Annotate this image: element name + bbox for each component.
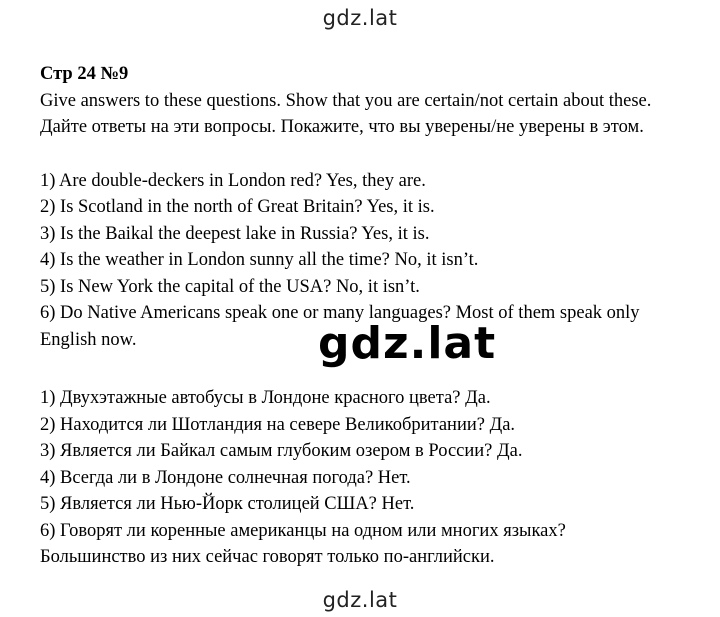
answer-ru-5: 5) Является ли Нью-Йорк столицей США? Нет. [40, 494, 415, 514]
watermark-bottom: gdz.lat [322, 588, 398, 612]
spacer [40, 141, 700, 168]
answers-russian-list [40, 385, 700, 571]
instruction-russian: Дайте ответы на эти вопросы. Покажите, что вы уверены/не уверены в этом. [40, 117, 644, 137]
answer-ru-2: 2) Находится ли Шотландия на севере Великобритании? Да. [40, 414, 516, 435]
answer-en-3: 3) Is the Baikal the deepest lake in Russia? Yes, it is. [40, 223, 430, 244]
answer-en-6: 6) Do Native Americans speak one or many languages? Most of them speak only [40, 303, 640, 323]
answer-en-1: 1) Are double-deckers in London red? Yes, they are. [40, 170, 426, 191]
answer-ru-6: 6) Говорят ли коренные американцы на одном или многих языках? [40, 520, 566, 541]
answer-en-2: 2) Is Scotland in the north of Great Britain? Yes, it is. [40, 197, 435, 217]
instruction-english: Give answers to these questions. Show that you are certain/not certain about these. [40, 90, 652, 111]
answer-ru-4: 4) Всегда ли в Лондоне солнечная погода? Нет. [40, 467, 411, 488]
watermark-center: gdz.lat [318, 318, 497, 369]
answer-en-5: 5) Is New York the capital of the USA? No, it isn’t. [40, 276, 420, 297]
answer-ru-3: 3) Является ли Байкал самым глубоким озером в России? Да. [40, 441, 523, 461]
document-body [40, 61, 700, 571]
answer-en-6-continued: English now. [40, 329, 137, 350]
answer-ru-1: 1) Двухэтажные автобусы в Лондоне красного цвета? Да. [40, 388, 491, 408]
answer-ru-6-continued: Большинство из них сейчас говорят только по-английски. [40, 547, 495, 567]
exercise-heading: Стр 24 №9 [40, 64, 129, 84]
answer-en-4: 4) Is the weather in London sunny all the time? No, it isn’t. [40, 250, 479, 270]
watermark-top: gdz.lat [322, 6, 398, 30]
